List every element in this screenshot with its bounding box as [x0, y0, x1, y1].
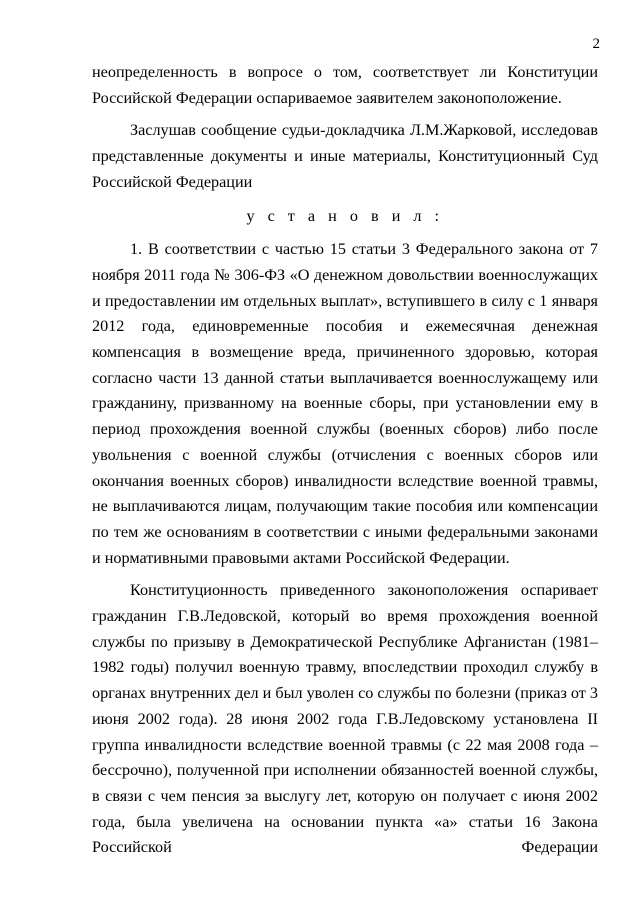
page-number: 2 — [592, 36, 600, 52]
document-body — [92, 60, 598, 861]
paragraph-constitutionality: Конституционность приведенного законоположения оспаривает гражданин Г.В.Ледовской, который во время прохождения военной службы по призыву в Демократической Республике Афганистан (1981–1982 годы) получил военную травму, впоследствии проходил службу в органах внутренних дел и был уволен со службы по болезни (приказ от 3 июня 2002 года). 28 июня 2002 года Г.В.Ледовскому установлена II группа инвалидности вследствие военной травмы (с 22 мая 2008 года – бессрочно), полученной при исполнении обязанностей военной службы, в связи с чем пенсия за выслугу лет, которую он получает с июня 2002 года, была увеличена на основании пункта «а» статьи 16 Закона Российской Федерации — [92, 581, 598, 857]
paragraph-hearing: Заслушав сообщение судьи-докладчика Л.М.Жарковой, исследовав представленные документы и иные материалы, Конституционный Суд Российской Федерации — [92, 121, 598, 191]
section-heading-established: у с т а н о в и л : — [246, 206, 444, 225]
paragraph-continuation: неопределенность в вопросе о том, соответствует ли Конституции Российской Федерации оспариваемое заявителем законоположение. — [92, 63, 598, 107]
paragraph-point-1: 1. В соответствии с частью 15 статьи 3 Федерального закона от 7 ноября 2011 года № 306-ФЗ «О денежном довольствии военнослужащих и предоставлении им отдельных выплат», вступившего в силу с 1 января 2012 года, единовременные пособия и ежемесячная денежная компенсация в возмещение вреда, причиненного здоровью, которая согласно части 13 данной статьи выплачивается военнослужащему или гражданину, призванному на военные сборы, при установлении ему в период прохождения военной службы (военных сборов) либо после увольнения с военной службы (отчисления с военных сборов или окончания военных сборов) инвалидности вследствие военной травмы, не выплачиваются лицам, получающим такие пособия или компенсации по тем же основаниям в соответствии с иными федеральными законами и нормативными правовыми актами Российской Федерации. — [92, 240, 598, 567]
